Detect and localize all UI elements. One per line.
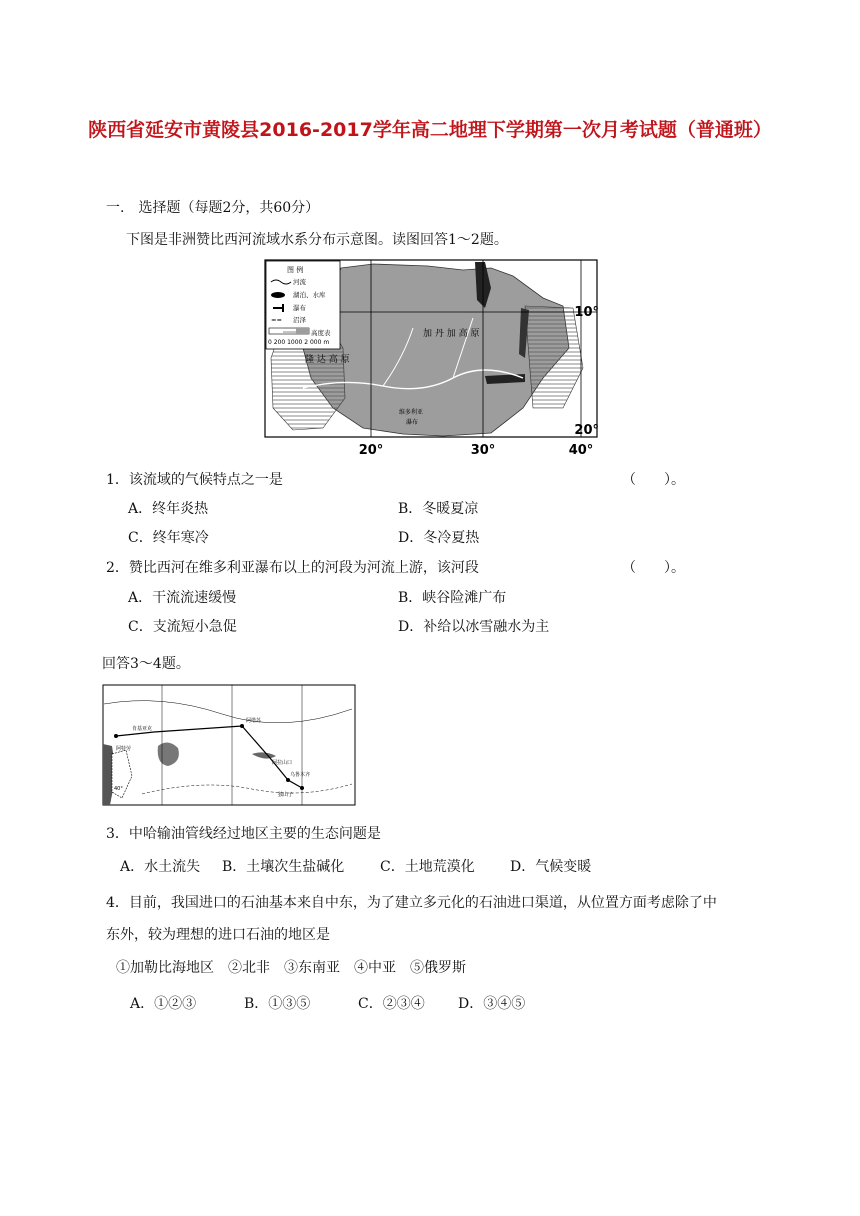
q1-option-b: B．冬暖夏凉: [398, 501, 479, 517]
q2-option-b: B．峡谷险滩广布: [398, 590, 507, 606]
page-title: 陕西省延安市黄陵县2016-2017学年高二地理下学期第一次月考试题（普通班）: [88, 119, 772, 141]
lat-label-10: 10°: [574, 305, 599, 320]
legend-lake: 湖泊、水库: [293, 291, 326, 299]
q4-option-a: A．①②③: [130, 996, 197, 1012]
lat-label-20: 20°: [574, 423, 599, 438]
intro-text-2: 回答3～4题。: [102, 656, 190, 672]
legend-falls: 瀑布: [293, 304, 306, 312]
q4-stem-line-1: 4．目前，我国进口的石油基本来自中东，为了建立多元化的石油进口渠道，从位置方面考虑除了中: [106, 895, 717, 911]
map2-label-atasu: 阿塔苏: [246, 718, 262, 724]
lon-label-30: 30°: [470, 443, 496, 458]
plateau-label-katanga: 加 丹 加 高 原: [423, 329, 480, 339]
q4-option-b: B．①③⑤: [244, 996, 311, 1012]
falls-label: 维多利亚: [399, 409, 424, 416]
q3-stem: 3．中哈输油管线经过地区主要的生态问题是: [106, 826, 381, 842]
q1-option-c: C．终年寒冷: [128, 530, 209, 546]
q3-option-a: A．水土流失: [120, 859, 201, 875]
q3-option-d: D．气候变暖: [510, 859, 592, 875]
map2-label-40: 40°: [114, 786, 123, 792]
map2-label-urumqi: 乌鲁木齐: [290, 772, 311, 778]
svg-text:≈≈: ≈≈: [271, 316, 282, 324]
map2-label-alashankou: 阿拉山口: [272, 760, 293, 766]
map2-label-kenkiyak: 肯基亚克: [132, 726, 153, 732]
plateau-label-lunda: 隆 达 高 原: [305, 355, 350, 365]
pipeline-map: [102, 684, 356, 806]
q2-option-c: C．支流短小急促: [128, 619, 237, 635]
zambezi-basin-map: [263, 258, 599, 458]
q2-stem: 2．赞比西河在维多利亚瀑布以上的河段为河流上游，该河段: [106, 560, 479, 576]
q1-option-d: D．冬冷夏热: [398, 530, 480, 546]
lon-label-20: 20°: [358, 443, 384, 458]
q3-option-c: C．土地荒漠化: [380, 859, 475, 875]
q4-choices: ①加勒比海地区 ②北非 ③东南亚 ④中亚 ⑤俄罗斯: [116, 960, 466, 976]
svg-text:瀑布: 瀑布: [406, 419, 419, 426]
q2-option-a: A．干流流速缓慢: [128, 590, 237, 606]
legend-river: 河流: [293, 278, 306, 286]
q1-option-a: A．终年炎热: [128, 501, 209, 517]
section-heading: 一. 选择题（每题2分，共60分）: [106, 200, 320, 216]
q1-answer-blank: （ ）。: [622, 472, 685, 488]
legend-title: 图 例: [287, 266, 304, 274]
legend-scale-label: 高度表: [311, 329, 331, 337]
q2-answer-blank: （ ）。: [622, 560, 685, 576]
legend-scale-values: 0 200 1000 2 000 m: [268, 339, 330, 346]
q4-option-d: D．③④⑤: [458, 996, 526, 1012]
q4-option-c: C．②③④: [358, 996, 425, 1012]
intro-text-1: 下图是非洲赞比西河流域水系分布示意图。读图回答1～2题。: [126, 232, 508, 248]
legend-swamp: 沼泽: [293, 316, 306, 324]
q2-option-d: D．补给以冰雪融水为主: [398, 619, 550, 635]
map2-label-dushanzi: 独山子: [278, 792, 294, 798]
lon-label-40: 40°: [568, 443, 594, 458]
q4-stem-line-2: 东外，较为理想的进口石油的地区是: [106, 927, 330, 943]
map2-label-atyrau: 阿特劳: [116, 746, 132, 752]
q1-stem: 1．该流域的气候特点之一是: [106, 472, 283, 488]
q3-option-b: B．土壤次生盐碱化: [222, 859, 345, 875]
